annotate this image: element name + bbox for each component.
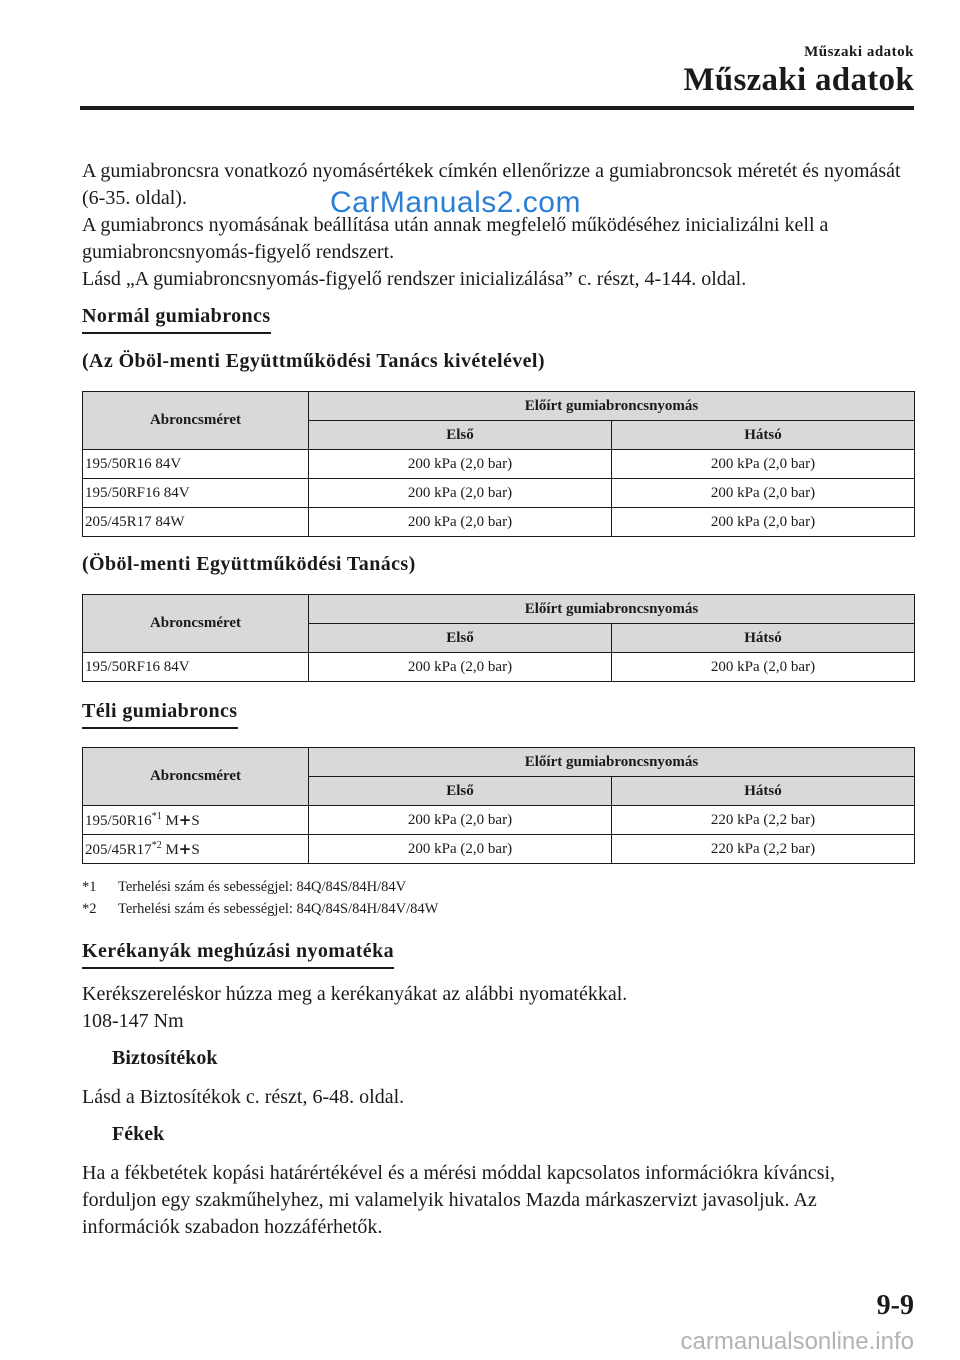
- footnote-text: Terhelési szám és sebességjel: 84Q/84S/84H/84V/84W: [118, 901, 439, 917]
- footnote-ref: *2: [151, 839, 162, 851]
- table-row: [83, 806, 915, 835]
- intro-block: [82, 158, 914, 293]
- ms-letter-s: S: [191, 812, 200, 829]
- pressure-table-non-gcc: [82, 391, 915, 537]
- header-required-pressure: Előírt gumiabroncsnyomás: [309, 748, 915, 777]
- header-tyre-size: Abroncsméret: [83, 392, 309, 450]
- header-rear: Hátsó: [612, 421, 915, 450]
- page-number: 9-9: [876, 1290, 914, 1321]
- subtitle-non-gcc: (Az Öböl-menti Együttműködési Tanács kivételével): [82, 350, 545, 372]
- header-rear: Hátsó: [612, 777, 915, 806]
- header-required-pressure: Előírt gumiabroncsnyomás: [309, 595, 915, 624]
- running-header-title: Műszaki adatok: [683, 62, 914, 98]
- header-front: Első: [309, 777, 612, 806]
- cell-size: 195/50R16 84V: [83, 450, 309, 479]
- torque-text: Kerékszereléskor húzza meg a kerékanyákat az alábbi nyomatékkal.: [82, 983, 628, 1005]
- footer-watermark: carmanualsonline.info: [680, 1328, 914, 1355]
- cell-size: [83, 806, 309, 835]
- footnote-ref: *1: [151, 810, 162, 822]
- torque-value: 108-147 Nm: [82, 1010, 184, 1032]
- table-row: [83, 835, 915, 864]
- header-front: Első: [309, 624, 612, 653]
- header-rear: Hátsó: [612, 624, 915, 653]
- section-title-winter-tyre: Téli gumiabroncs: [82, 700, 238, 729]
- section-title-normal-tyre: Normál gumiabroncs: [82, 305, 271, 334]
- cell-rear: 220 kPa (2,2 bar): [612, 806, 915, 835]
- brakes-text: Ha a fékbetétek kopási határértékével és a mérési móddal kapcsolatos információkra kíváncsi, forduljon egy szakműhelyhez, mi valamelyik hivatalos Mazda márkaszervizt javasoljuk. Az információk szabadon hozzáférhetők.: [82, 1162, 836, 1238]
- heading-fuses: Biztosítékok: [112, 1047, 218, 1069]
- subtitle-gcc: (Öböl-menti Együttműködési Tanács): [82, 553, 416, 575]
- footnote-text: Terhelési szám és sebességjel: 84Q/84S/84H/84V: [118, 879, 407, 895]
- ms-letter-m: M: [165, 812, 179, 829]
- header-required-pressure: Előírt gumiabroncsnyomás: [309, 392, 915, 421]
- page-content: [82, 158, 914, 1241]
- cell-front: 200 kPa (2,0 bar): [309, 835, 612, 864]
- cell-rear: 200 kPa (2,0 bar): [612, 508, 915, 537]
- footnote-mark: *2: [82, 901, 97, 917]
- table-row: [83, 450, 915, 479]
- cell-rear: 200 kPa (2,0 bar): [612, 653, 915, 682]
- table-row: [83, 508, 915, 537]
- cell-front: 200 kPa (2,0 bar): [309, 479, 612, 508]
- size-text: 195/50R16: [85, 812, 152, 829]
- watermark-logo: CarManuals2.com: [330, 186, 581, 219]
- header-tyre-size: Abroncsméret: [83, 748, 309, 806]
- cell-rear: 200 kPa (2,0 bar): [612, 450, 915, 479]
- header-tyre-size: Abroncsméret: [83, 595, 309, 653]
- cell-front: 200 kPa (2,0 bar): [309, 806, 612, 835]
- table-row: [83, 479, 915, 508]
- ms-letter-s: S: [191, 841, 200, 858]
- running-header-small: Műszaki adatok: [804, 44, 914, 60]
- intro-paragraph-2: A gumiabroncs nyomásának beállítása után annak megfelelő működéséhez inicializálni kell a gumiabroncsnyomás-figyelő rendszert.: [82, 214, 829, 263]
- heading-brakes: Fékek: [112, 1123, 165, 1145]
- intro-paragraph-3: Lásd „A gumiabroncsnyomás-figyelő rendszer inicializálása” c. részt, 4-144. oldal.: [82, 268, 747, 290]
- size-text: 205/45R17: [85, 841, 152, 858]
- table-row: [83, 653, 915, 682]
- cell-size: 195/50RF16 84V: [83, 653, 309, 682]
- pressure-table-winter: [82, 747, 915, 864]
- pressure-table-gcc: [82, 594, 915, 682]
- footnote-2: [82, 898, 914, 920]
- header-rule: [80, 106, 914, 110]
- footnote-mark: *1: [82, 879, 97, 895]
- cell-size: 195/50RF16 84V: [83, 479, 309, 508]
- cell-front: 200 kPa (2,0 bar): [309, 653, 612, 682]
- cell-rear: 220 kPa (2,2 bar): [612, 835, 915, 864]
- fuses-text: Lásd a Biztosítékok c. részt, 6-48. oldal.: [82, 1086, 405, 1108]
- section-title-wheel-nut-torque: Kerékanyák meghúzási nyomatéka: [82, 940, 394, 969]
- cell-size: 205/45R17 84W: [83, 508, 309, 537]
- ms-letter-m: M: [165, 841, 179, 858]
- footnotes: [82, 876, 914, 920]
- header-front: Első: [309, 421, 612, 450]
- mud-snow-plus-icon: +: [178, 839, 192, 858]
- cell-front: 200 kPa (2,0 bar): [309, 450, 612, 479]
- footnote-1: [82, 876, 914, 898]
- intro-paragraph-1: A gumiabroncsra vonatkozó nyomásértékek címkén ellenőrizze a gumiabroncsok méretét és nyomását (6-35. oldal).: [82, 160, 901, 209]
- cell-size: [83, 835, 309, 864]
- mud-snow-plus-icon: +: [178, 810, 192, 829]
- cell-front: 200 kPa (2,0 bar): [309, 508, 612, 537]
- cell-rear: 200 kPa (2,0 bar): [612, 479, 915, 508]
